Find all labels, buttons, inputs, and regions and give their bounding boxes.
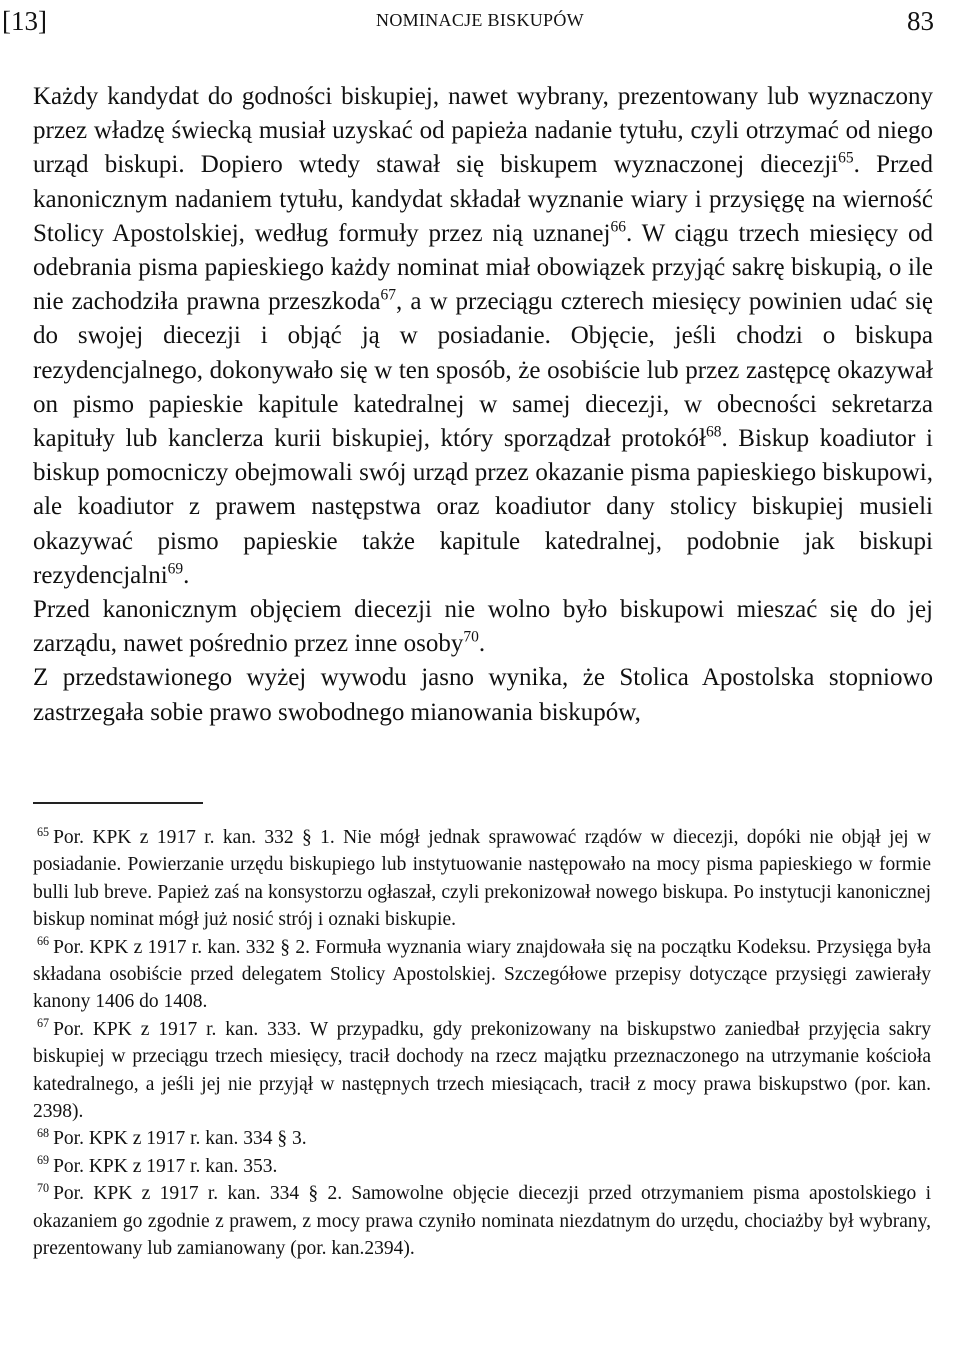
footnote-ref[interactable]: 66 xyxy=(610,218,626,236)
footnotes xyxy=(33,824,931,1263)
footnote-ref[interactable]: 69 xyxy=(167,560,184,578)
footnote-text: Por. KPK z 1917 r. kan. 332 § 2. Formuła wyznania wiary znajdowała się na początku Kodeksu. Przysięga była składana osobiście przed delegatem Stolicy Apostolskiej. Szczegółowe przepisy dotyczące przysięgi zawierały kanony 1406 do 1408. xyxy=(33,936,931,1013)
footnote-number: 67 xyxy=(37,1016,50,1031)
footnote-ref[interactable]: 65 xyxy=(838,150,854,168)
footnote-70 xyxy=(33,1180,931,1262)
text-run: . xyxy=(625,219,633,247)
footnote-text: Por. KPK z 1917 r. kan. 333. W przypadku, gdy prekonizowany na biskupstwo zaniedbał przyjęcia sakry biskupiej w przeciągu trzech miesięcy, tracił dochody na rzecz majątku przeznaczonego na utrzymanie kościoła katedralnego, a jeśli jej nie przyjął w następnych trzech miesiącach, tracił z mocy prawa biskupstwo (por. kan. 2398). xyxy=(33,1018,931,1123)
paragraph-2 xyxy=(33,593,933,661)
footnote-ref[interactable]: 67 xyxy=(380,286,397,304)
footnote-68 xyxy=(33,1125,931,1152)
paragraph-1 xyxy=(33,80,933,593)
text-run: Z przedstawionego wyżej wywodu jasno wynika, że Stolica Apostolska stopniowo zastrzegała sobie prawo swobodnego mianowania biskupów, xyxy=(33,664,933,726)
text-run: W ciągu trzech miesięcy od odebrania pisma papieskiego każdy nominat miał obowiązek przyjąć sakrę biskupią, o ile nie zachodziła prawna przeszkoda xyxy=(33,219,933,316)
page-number: 83 xyxy=(907,6,934,36)
footnote-text: Por. KPK z 1917 r. kan. 334 § 2. Samowolne objęcie diecezji przed otrzymaniem pisma apostolskiego i okazaniem go zgodnie z prawem, z mocy prawa czyniło nominata niezdatnym do urzędu, chociażby był wybrany, prezentowany lub zamianowany (por. kan.2394). xyxy=(33,1183,931,1260)
footnote-text: Por. KPK z 1917 r. kan. 334 § 3. xyxy=(53,1128,307,1150)
footnote-69 xyxy=(33,1153,931,1180)
footnote-ref[interactable]: 70 xyxy=(463,628,479,646)
text-run: . Biskup koadiutor i biskup pomocniczy obejmowali swój urząd przez okazanie pisma papieskiego biskupowi, ale koadiutor z prawem następstwa oraz koadiutor dany stolicy biskupiej musieli okazywać pismo papieskie także kapitule katedralnej, podobnie jak biskupi rezydencjalni xyxy=(33,425,933,589)
running-title: NOMINACJE BISKUPÓW xyxy=(376,10,584,30)
footnote-number: 70 xyxy=(37,1180,50,1195)
text-run: Każdy kandydat do godności biskupiej, nawet wybrany, prezentowany lub wyznaczony przez władzę świecką musiał uzyskać od papieża nadanie tytułu, czyli otrzymać od niego urząd biskupi. Dopiero wtedy stawał się biskupem wyznaczonej diecezji xyxy=(33,83,933,179)
footnote-66 xyxy=(33,934,931,1016)
footnote-67 xyxy=(33,1016,931,1126)
paragraph-3 xyxy=(33,661,933,729)
section-number: [13] xyxy=(2,6,47,36)
footnote-number: 68 xyxy=(37,1125,50,1140)
footnote-number: 65 xyxy=(37,824,50,839)
footnote-divider xyxy=(33,802,203,804)
main-text xyxy=(33,80,933,730)
footnote-65 xyxy=(33,824,931,934)
footnote-number: 66 xyxy=(37,934,50,949)
text-run: Przed kanonicznym objęciem diecezji nie wolno było biskupowi mieszać się do jej zarządu, nawet pośrednio przez inne osoby xyxy=(33,596,933,658)
footnote-text: Por. KPK z 1917 r. kan. 332 § 1. Nie mógł jednak sprawować rządów w diecezji, dopóki nie objął jej w posiadanie. Powierzanie urzędu biskupiego lub instytuowanie następowało na mocy pisma papieskiego w formie bulli lub breve. Papież zaś na konsystorzu ogłaszał, czyli prekonizował nowego biskupa. Po instytucji kanonicznej biskup nominat mógł już nosić strój i oznaki biskupie. xyxy=(33,827,931,931)
footnote-number: 69 xyxy=(37,1153,50,1168)
footnote-text: Por. KPK z 1917 r. kan. 353. xyxy=(53,1155,278,1177)
text-run: . xyxy=(478,630,486,658)
text-run: . Przed kanonicznym nadaniem tytułu, kandydat składał wyznanie wiary i przysięgę na wierność Stolicy Apostolskiej, według formuły przez nią uznanej xyxy=(33,151,934,247)
text-run: . xyxy=(183,561,190,589)
text-run: , a w przeciągu czterech miesięcy powinien udać się do swojej diecezji i objąć ją w posiadanie. Objęcie, jeśli chodzi o biskupa rezydencjalnego, dokonywało się w ten sposób, że osobiście lub przez zastępcę okazywał on pismo papieskie kapitule katedralnej w samej diecezji, w obecności sekretarza kapituły lub kanclerza kurii biskupiej, który sporządzał protokół xyxy=(33,288,933,453)
running-header xyxy=(0,2,960,42)
footnote-ref[interactable]: 68 xyxy=(705,423,722,441)
